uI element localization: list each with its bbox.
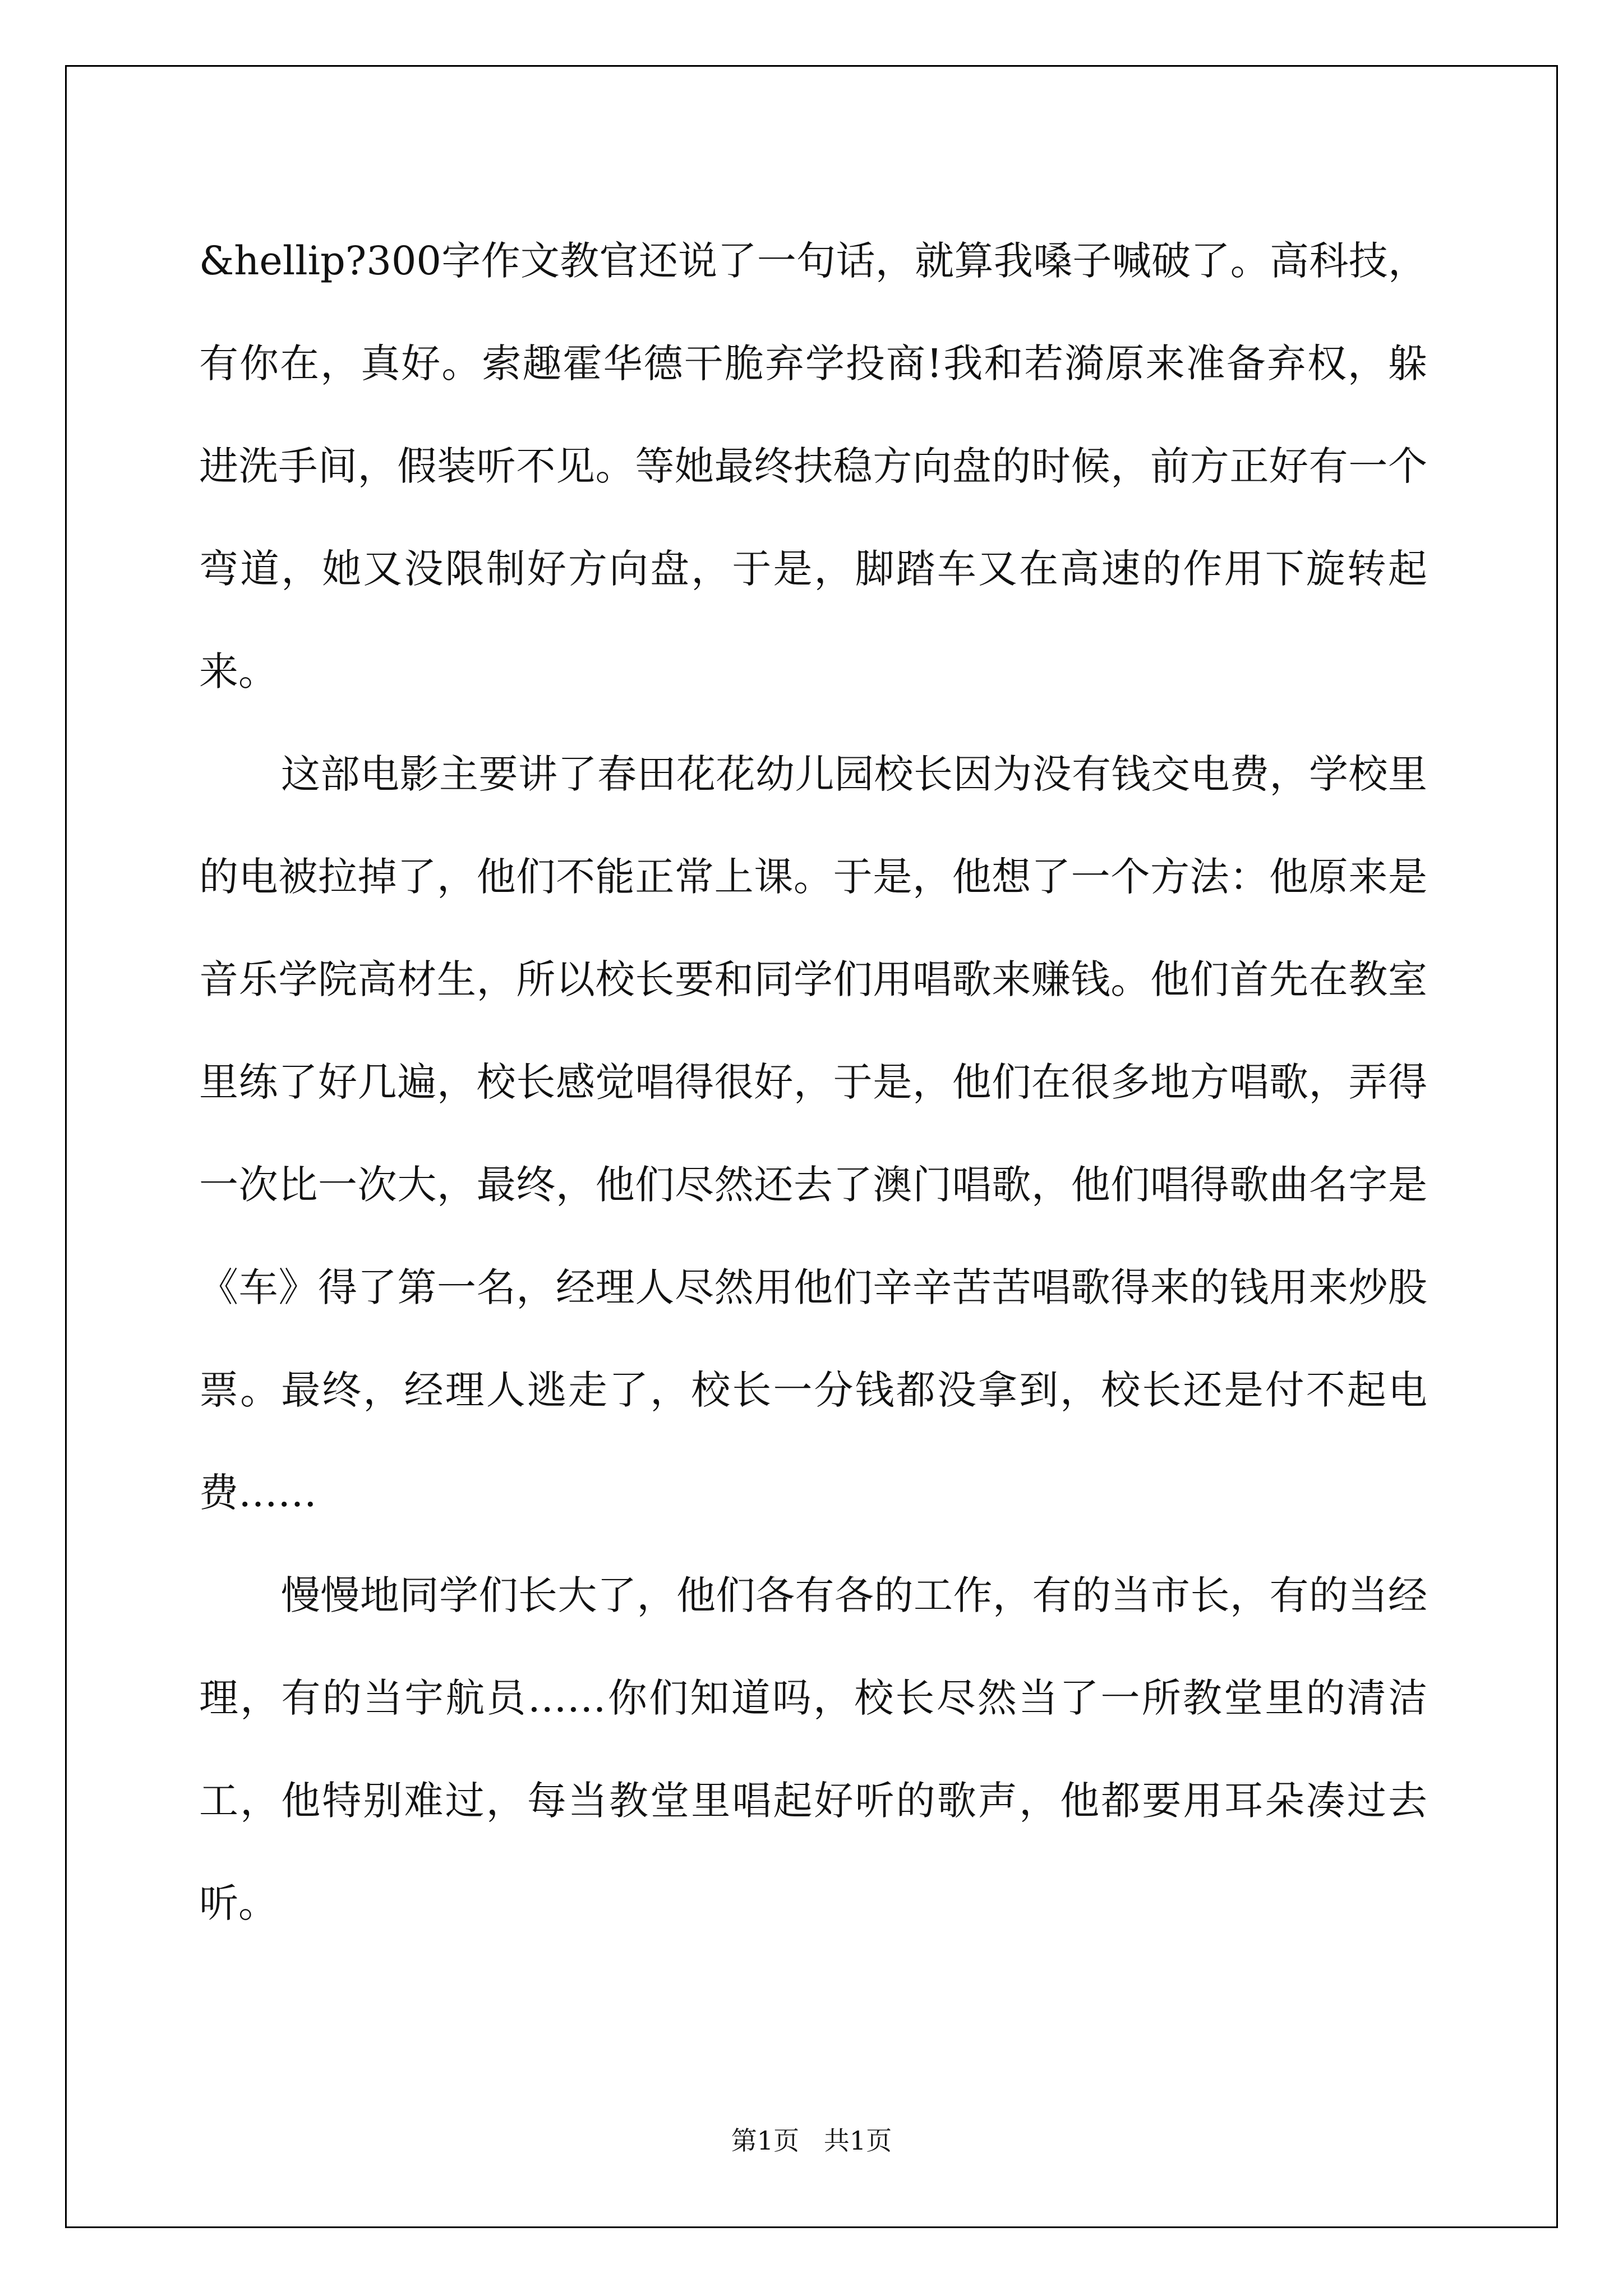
- paragraph-2: 这部电影主要讲了春田花花幼儿园校长因为没有钱交电费，学校里的电被拉掉了，他们不能正常上课。于是，他想了一个方法：他原来是音乐学院高材生，所以校长要和同学们用唱歌来赚钱。他们首先在教室里练了好几遍，校长感觉唱得很好，于是，他们在很多地方唱歌，弄得一次比一次大，最终，他们尽然还去了澳门唱歌，他们唱得歌曲名字是《车》得了第一名，经理人尽然用他们辛辛苦苦唱歌得来的钱用来炒股票。最终，经理人逃走了，校长一分钱都没拿到，校长还是付不起电费……: [199, 751, 1427, 1516]
- paragraph-1: &hellip?300字作文教官还说了一句话，就算我嗓子喊破了。高科技，有你在，真好。索趣霍华德干脆弃学投商!我和若漪原来准备弃权，躲进洗手间，假装听不见。等她最终扶稳方向盘的时候，前方正好有一个弯道，她又没限制好方向盘，于是，脚踏车又在高速的作用下旋转起来。: [199, 238, 1427, 694]
- page-footer: 第1页 共1页: [731, 2125, 892, 2156]
- paragraph-3: 慢慢地同学们长大了，他们各有各的工作，有的当市长，有的当经理，有的当宇航员……你们知道吗，校长尽然当了一所教堂里的清洁工，他特别难过，每当教堂里唱起好听的歌声，他都要用耳朵凑过去听。: [199, 1572, 1427, 1926]
- document-body: [199, 210, 1427, 1955]
